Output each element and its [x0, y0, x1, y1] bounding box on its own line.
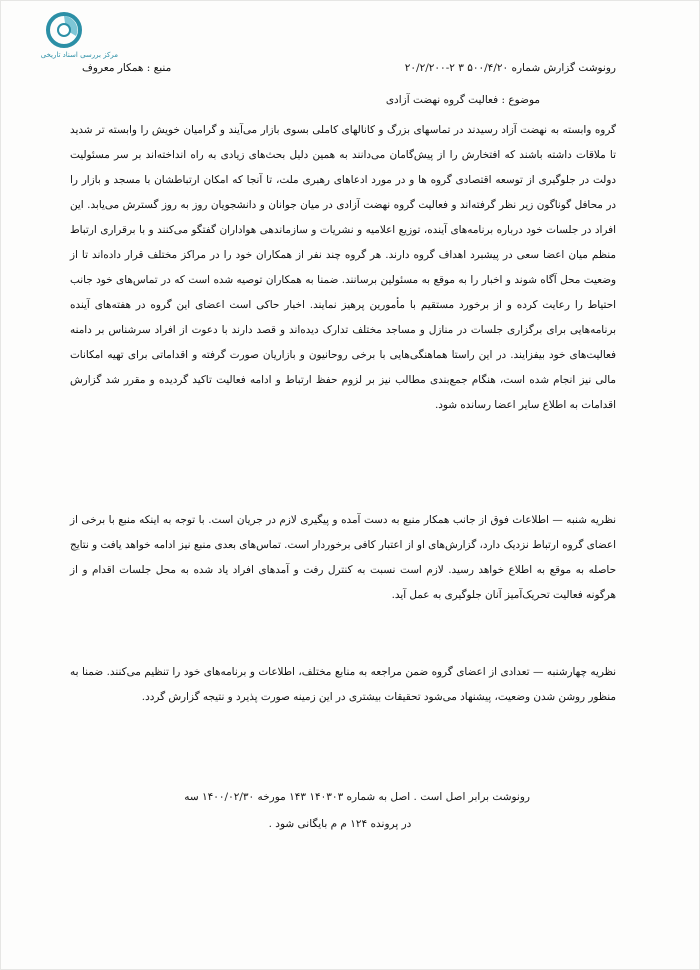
report-reference: رونوشت گزارش شماره ۵۰۰/۴/۲۰ ۳ ۲-۲۰/۲/۲۰۰ — [404, 62, 616, 74]
report-subject: موضوع : فعالیت گروه نهضت آزادی — [385, 94, 540, 106]
copy-certification-line: رونوشت برابر اصل است . اصل به شماره ۱۴۰۳۰۳ ۱۴۳ مورخه ۱۴۰۰/۰۲/۳۰ سه — [184, 791, 530, 803]
archive-logo-text: مرکز بررسی اسناد تاریخی — [40, 51, 118, 59]
document-header — [82, 62, 616, 84]
report-source: منبع : همکار معروف — [82, 62, 172, 74]
body-paragraph-1: گروه وابسته به نهضت آزاد رسیدند در تماسهای بزرگ و کانالهای کاملی بسوی بازار می‌آیند و گرامیان خویش را وابسته تر شدید تا ملاقات داشته باشند که افتخارش را از پیش‌گامان می‌دانند به همین دلیل بحث‌های زیادی به راه انداخته‌اند بر سر مسئولیت دولت در جلوگیری از توسعه اقتصادی گروه ها و در مورد ادعاهای رهبری ملت، تا آنجا که امکان ارتباطشان با مسجد و بازار را در محافل گوناگون زیر نظر گرفته‌اند و فعالیت گروه نهضت آزادی در میان جوانان و دانشجویان روز به روز گسترش می‌یابد. این افراد در جلسات خود درباره برنامه‌های آینده، توزیع اعلامیه و نشریات و سازماندهی هواداران گفتگو می‌کنند و با برقراری ارتباط منظم میان اعضا سعی در پیشبرد اهداف گروه دارند. هر گروه چند نفر از همکاران خود را در مراکز مختلف قرار داده‌اند تا از وضعیت محل آگاه شوند و اخبار را به موقع به مسئولین برسانند. ضمنا به همکاران توصیه شده است که در تماس‌های خود جانب احتیاط را رعایت کرده و از برخورد مستقیم با مأمورین پرهیز نمایند. اخبار حاکی است اعضای این گروه در هفته‌های آینده برنامه‌هایی برای برگزاری جلسات در منازل و مساجد مختلف تدارک دیده‌اند و قصد دارند با دعوت از افراد سرشناس بر دامنه فعالیت‌های خود بیفزایند. در این راستا هماهنگی‌هایی با برخی روحانیون و بازاریان صورت گرفته و اقداماتی برای تهیه امکانات مالی نیز انجام شده است، هنگام جمع‌بندی مطالب نیز بر لزوم حفظ ارتباط و ادامه فعالیت تاکید گردیده و مقرر شد گزارش اقدامات به اطلاع سایر اعضا رسانده شود. — [70, 124, 616, 411]
body-paragraph-2: نظریه شنبه — اطلاعات فوق از جانب همکار منبع به دست آمده و پیگیری لازم در جریان است. با توجه به اینکه منبع با برخی از اعضای گروه ارتباط نزدیک دارد، گزارش‌های او از اعتبار کافی برخوردار است. تماس‌های بعدی منبع نیز ادامه خواهد یافت و نتایج حاصله به موقع به اطلاع خواهد رسید. لازم است نسبت به کنترل رفت و آمدهای افراد یاد شده به محل جلسات اقدام و از هرگونه فعالیت تحریک‌آمیز آنان جلوگیری به عمل آید. — [70, 514, 616, 601]
archive-logo-icon — [46, 12, 82, 48]
body-paragraph-3: نظریه چهارشنبه — تعدادی از اعضای گروه ضمن مراجعه به منابع مختلف، اطلاعات و برنامه‌های خود را تنظیم می‌کنند. ضمنا به منظور روشن شدن وضعیت، پیشنهاد می‌شود تحقیقات بیشتری در این زمینه صورت پذیرد و نتیجه گزارش گردد. — [70, 666, 616, 703]
filing-instruction-line: در پرونده ۱۲۴ م م بایگانی شود . — [268, 818, 412, 830]
archive-logo — [18, 12, 128, 68]
